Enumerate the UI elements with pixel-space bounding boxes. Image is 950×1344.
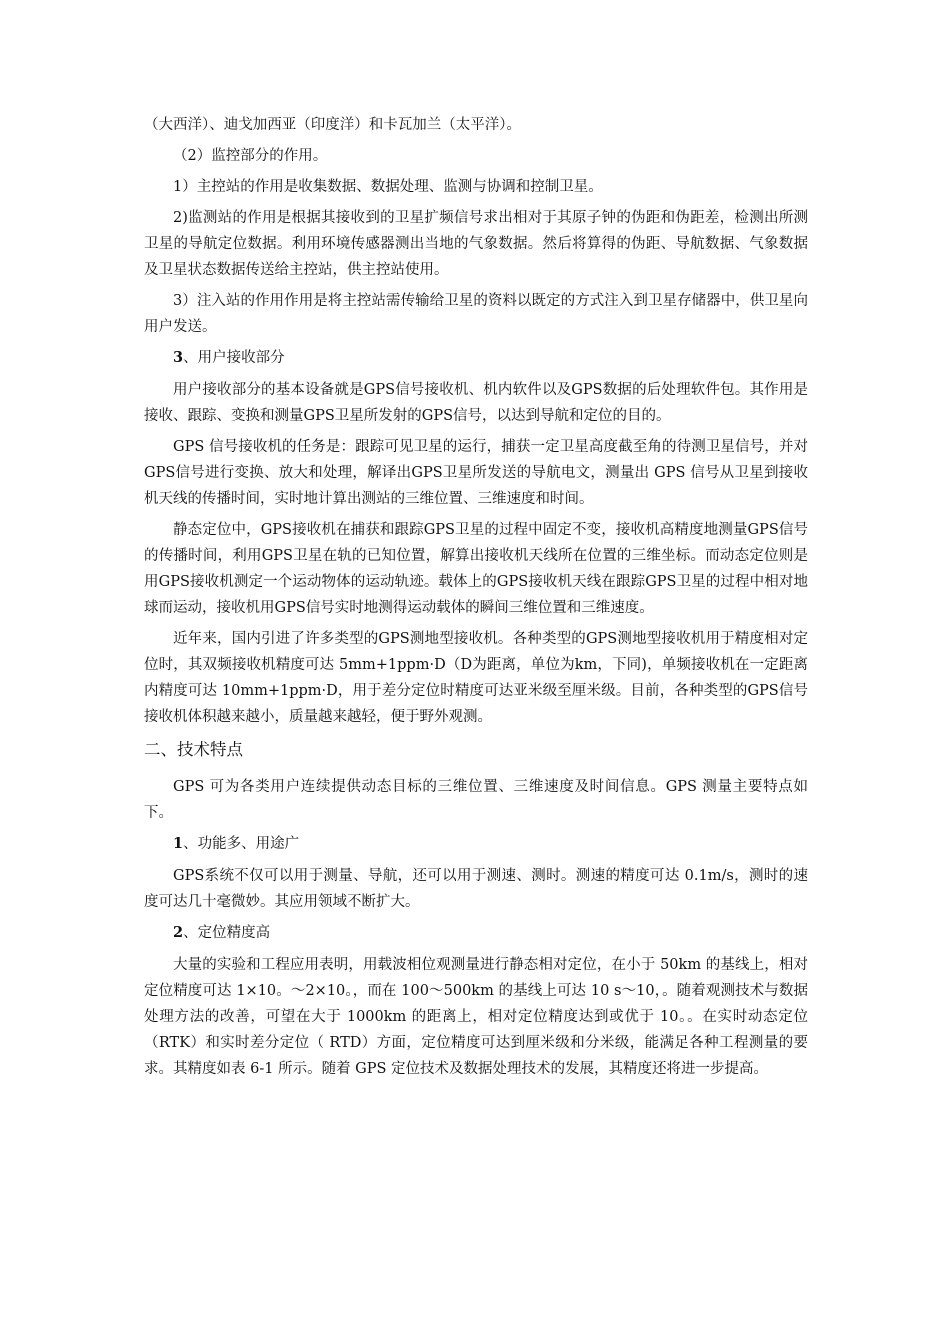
subheading-high-precision [144, 920, 808, 946]
paragraph-receiver-task: GPS 信号接收机的任务是：跟踪可见卫星的运行，捕获一定卫星高度截至角的待测卫星信号，并对GPS信号进行变换、放大和处理，解译出GPS卫星所发送的导航电文，测量出 GPS 信号从卫星到接收机天线的传播时间，实时地计算出测站的三维位置、三维速度和时间。 [144, 439, 808, 507]
section-heading-tech-features: 二、技术特点 [144, 740, 243, 759]
paragraph-monitor-role: （2）监控部分的作用。 [173, 148, 328, 164]
paragraph-recent-years: 近年来，国内引进了许多类型的GPS测地型接收机。各种类型的GPS测地型接收机用于精度相对定位时，其双频接收机精度可达 5mm+1ppm·D（D为距离，单位为km，下同)，单频接收机在一定距离内精度可达 10mm+1ppm·D，用于差分定位时精度可达亚米级至厘米级。目前，各种类型的GPS信号接收机体积越来越小，质量越来越轻，便于野外观测。 [144, 631, 808, 725]
paragraph-monitor-station: 2)监测站的作用是根据其接收到的卫星扩频信号求出相对于其原子钟的伪距和伪距差，检测出所测卫星的导航定位数据。利用环境传感器测出当地的气象数据。然后将算得的伪距、导航数据、气象数据及卫星状态数据传送给主控站，供主控站使用。 [144, 210, 808, 278]
subheading-text: 、用户接收部分 [183, 350, 285, 366]
paragraph-continuation: （大西洋）、迪戈加西亚（印度洋）和卡瓦加兰（太平洋）。 [144, 117, 521, 133]
paragraph-multifunction-body: GPS系统不仅可以用于测量、导航，还可以用于测速、测时。测速的精度可达 0.1m/s，测时的速度可达几十毫微妙。其应用领域不断扩大。 [144, 868, 808, 910]
subheading-number: 3 [173, 349, 184, 366]
paragraph-gps-provides: GPS 可为各类用户连续提供动态目标的三维位置、三维速度及时间信息。GPS 测量主要特点如下。 [144, 779, 808, 821]
subheading-multifunction [144, 831, 808, 857]
subheading-text: 、定位精度高 [183, 925, 271, 941]
paragraph-master-station: 1）主控站的作用是收集数据、数据处理、监测与协调和控制卫星。 [173, 179, 603, 195]
paragraph-static-dynamic: 静态定位中，GPS接收机在捕获和跟踪GPS卫星的过程中固定不变，接收机高精度地测量GPS信号的传播时间，利用GPS卫星在轨的已知位置，解算出接收机天线所在位置的三维坐标。而动态定位则是用GPS接收机测定一个运动物体的运动轨迹。载体上的GPS接收机天线在跟踪GPS卫星的过程中相对地球而运动，接收机用GPS信号实时地测得运动载体的瞬间三维位置和三维速度。 [144, 522, 808, 616]
paragraph-injection-station: 3）注入站的作用作用是将主控站需传输给卫星的资料以既定的方式注入到卫星存储器中，供卫星向用户发送。 [144, 293, 808, 335]
subheading-number: 2 [173, 924, 184, 941]
subheading-text: 、功能多、用途广 [183, 836, 300, 852]
subheading-user-receiving [144, 345, 808, 371]
subheading-number: 1 [173, 835, 184, 852]
paragraph-high-precision-body: 大量的实验和工程应用表明，用载波相位观测量进行静态相对定位，在小于 50km 的基线上，相对定位精度可达 1×10。～2×10。，而在 100～500km 的基线上可达 10 s～10，。随着观测技术与数据处理方法的改善，可望在大于 1000km 的距离上，相对定位精度达到或优于 10。。在实时动态定位（RTK）和实时差分定位（ RTD）方面，定位精度可达到厘米级和分米级，能满足各种工程测量的要求。其精度如表 6-1 所示。随着 GPS 定位技术及数据处理技术的发展，其精度还将进一步提高。 [144, 957, 808, 1077]
document-body [144, 112, 808, 1087]
paragraph-user-basic: 用户接收部分的基本设备就是GPS信号接收机、机内软件以及GPS数据的后处理软件包。其作用是接收、跟踪、变换和测量GPS卫星所发射的GPS信号，以达到导航和定位的目的。 [144, 382, 808, 424]
